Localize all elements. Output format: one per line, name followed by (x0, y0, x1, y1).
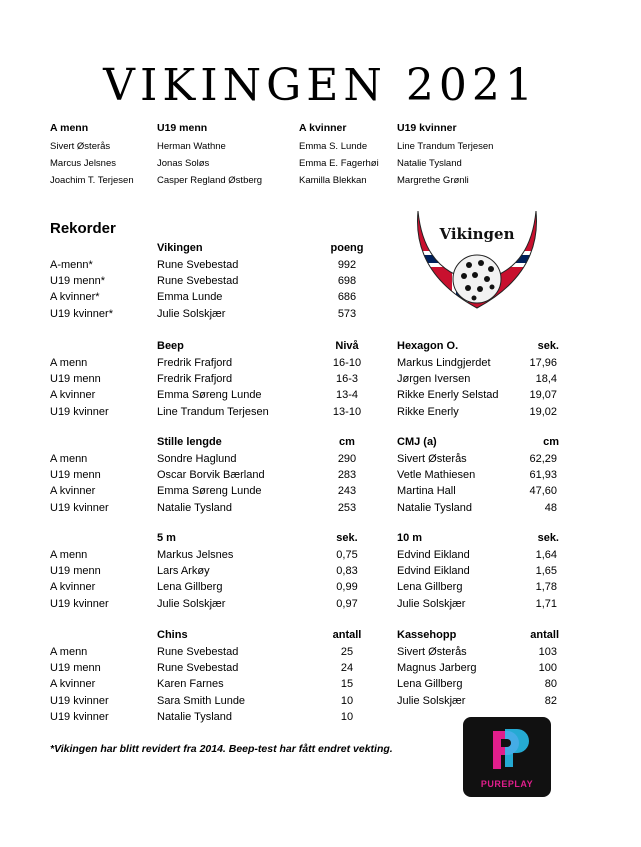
record-holder: Sivert Østerås (397, 453, 467, 465)
record-holder: Emma Søreng Lunde (157, 389, 262, 402)
record-holder: Vetle Mathiesen (397, 469, 476, 482)
section-header: Stille lengde (157, 436, 222, 448)
record-value: 686 (337, 291, 357, 304)
section-header: Beep (157, 340, 184, 352)
record-holder: Lena Gillberg (397, 581, 463, 594)
record-value: 10 (340, 710, 354, 723)
record-holder: Rikke Enerly Selstad (397, 389, 499, 402)
team-member: Joachim T. Terjesen (50, 175, 134, 186)
record-category: U19 kvinner (50, 710, 109, 723)
record-holder: Markus Lindgjerdet (397, 357, 491, 369)
section-header: Chins (157, 629, 188, 641)
record-holder: Natalie Tysland (397, 501, 473, 514)
record-category: A kvinner (50, 581, 96, 594)
record-value: 48 (544, 501, 557, 514)
record-holder: Julie Solskjær (397, 694, 466, 707)
record-category: A kvinner* (50, 291, 100, 304)
record-value: 10 (340, 694, 354, 707)
section-unit: Nivå (335, 340, 359, 352)
record-value: 61,93 (529, 469, 557, 482)
logo-text: Vikingen (439, 225, 515, 243)
section-unit: sek. (537, 340, 559, 352)
record-holder: Line Trandum Terjesen (157, 405, 269, 418)
record-category: U19 menn (50, 373, 101, 386)
record-value: 80 (544, 678, 557, 691)
record-value: 243 (337, 485, 357, 498)
team-member: Emma S. Lunde (299, 141, 368, 152)
section-unit: cm (339, 436, 355, 448)
record-value: 62,29 (529, 453, 557, 465)
record-holder: Edvind Eikland (397, 565, 470, 578)
record-value: 15 (340, 678, 354, 691)
record-value: 573 (337, 307, 357, 320)
record-holder: Martina Hall (397, 485, 456, 498)
section-header: 5 m (157, 532, 176, 544)
pureplay-wordmark: PUREPLAY (480, 779, 534, 789)
record-value: 18,4 (535, 373, 557, 386)
record-value: 992 (337, 259, 357, 271)
record-category: U19 kvinner (50, 597, 109, 610)
team-header: U19 kvinner (397, 122, 457, 134)
record-holder: Lena Gillberg (157, 581, 223, 594)
record-holder: Lars Arkøy (157, 565, 210, 578)
team-member: Jonas Soløs (157, 158, 210, 169)
record-holder: Natalie Tysland (157, 501, 233, 514)
record-holder: Emma Lunde (157, 291, 223, 304)
record-value: 24 (340, 662, 354, 675)
record-value: 0,97 (336, 597, 358, 610)
record-holder: Sivert Østerås (397, 646, 467, 658)
record-value: 698 (337, 275, 357, 288)
record-value: 16-3 (335, 373, 359, 386)
record-value: 283 (337, 469, 357, 482)
record-holder: Rune Svebestad (157, 662, 239, 675)
record-holder: Lena Gillberg (397, 678, 463, 691)
team-header: A menn (50, 122, 89, 134)
record-category: U19 menn (50, 469, 101, 482)
record-value: 47,60 (529, 485, 557, 498)
record-value: 13-4 (335, 389, 359, 402)
record-value: 1,78 (535, 581, 557, 594)
record-holder: Jørgen Iversen (397, 373, 471, 386)
record-category: A kvinner (50, 678, 96, 691)
record-holder: Oscar Borvik Bærland (157, 469, 265, 482)
team-member: Casper Regland Østberg (157, 175, 263, 186)
record-holder: Rune Svebestad (157, 275, 239, 288)
page-title: VIKINGEN 2021 (103, 60, 538, 111)
section-header: CMJ (a) (397, 436, 437, 448)
record-value: 1,65 (535, 565, 557, 578)
record-value: 0,83 (336, 565, 358, 578)
vikingen-logo (412, 203, 542, 313)
record-category: A menn (50, 549, 88, 561)
record-value: 19,07 (529, 389, 557, 402)
team-member: Emma E. Fagerhøi (299, 158, 379, 169)
record-value: 103 (538, 646, 557, 658)
record-value: 25 (340, 646, 354, 658)
record-value: 19,02 (529, 405, 557, 418)
record-value: 1,71 (535, 597, 557, 610)
record-holder: Julie Solskjær (157, 597, 226, 610)
team-member: Kamilla Blekkan (299, 175, 367, 186)
team-header: A kvinner (299, 122, 347, 134)
section-header: Kassehopp (397, 629, 457, 641)
record-category: A-menn* (50, 259, 93, 271)
record-value: 16-10 (332, 357, 362, 369)
record-category: U19 menn (50, 662, 101, 675)
record-category: U19 kvinner (50, 405, 109, 418)
record-holder: Julie Solskjær (397, 597, 466, 610)
record-category: U19 menn* (50, 275, 106, 288)
record-holder: Markus Jelsnes (157, 549, 234, 561)
section-unit: antall (332, 629, 362, 641)
record-value: 17,96 (529, 357, 557, 369)
team-member: Margrethe Grønli (397, 175, 469, 186)
record-value: 253 (337, 501, 357, 514)
record-category: A menn (50, 453, 88, 465)
record-holder: Emma Søreng Lunde (157, 485, 262, 498)
record-value: 1,64 (535, 549, 557, 561)
record-holder: Fredrik Frafjord (157, 357, 233, 369)
footnote: *Vikingen har blitt revidert fra 2014. Beep-test har fått endret vekting. (50, 743, 393, 755)
team-member: Herman Wathne (157, 141, 226, 152)
record-category: U19 kvinner* (50, 307, 113, 320)
section-unit: sek. (336, 532, 358, 544)
record-holder: Magnus Jarberg (397, 662, 477, 675)
record-holder: Julie Solskjær (157, 307, 226, 320)
record-category: A menn (50, 646, 88, 658)
record-category: A kvinner (50, 389, 96, 402)
section-unit: sek. (537, 532, 559, 544)
pureplay-logo (463, 717, 551, 797)
record-holder: Sara Smith Lunde (157, 694, 246, 707)
record-value: 0,75 (336, 549, 358, 561)
section-unit: cm (543, 436, 559, 448)
record-category: U19 kvinner (50, 501, 109, 514)
record-value: 290 (337, 453, 357, 465)
record-value: 82 (544, 694, 557, 707)
team-member: Marcus Jelsnes (50, 158, 116, 169)
team-header: U19 menn (157, 122, 208, 134)
record-value: 13-10 (332, 405, 362, 418)
team-member: Sivert Østerås (50, 141, 111, 152)
record-category: A kvinner (50, 485, 96, 498)
record-value: 100 (538, 662, 557, 675)
record-category: A menn (50, 357, 88, 369)
section-unit: antall (530, 629, 559, 641)
record-holder: Karen Farnes (157, 678, 224, 691)
record-value: 0,99 (336, 581, 358, 594)
record-holder: Fredrik Frafjord (157, 373, 233, 386)
record-category: U19 menn (50, 565, 101, 578)
record-holder: Rune Svebestad (157, 646, 239, 658)
pureplay-icon (463, 717, 551, 779)
team-member: Natalie Tysland (397, 158, 462, 169)
records-heading: Rekorder (50, 220, 116, 237)
section-header: Hexagon O. (397, 340, 459, 352)
record-holder: Rikke Enerly (397, 405, 459, 418)
section-header: Vikingen (157, 242, 203, 254)
record-category: U19 kvinner (50, 694, 109, 707)
record-holder: Edvind Eikland (397, 549, 470, 561)
section-unit: poeng (330, 242, 364, 254)
record-holder: Rune Svebestad (157, 259, 239, 271)
team-member: Line Trandum Terjesen (397, 141, 494, 152)
record-holder: Sondre Haglund (157, 453, 237, 465)
record-holder: Natalie Tysland (157, 710, 233, 723)
section-header: 10 m (397, 532, 423, 544)
